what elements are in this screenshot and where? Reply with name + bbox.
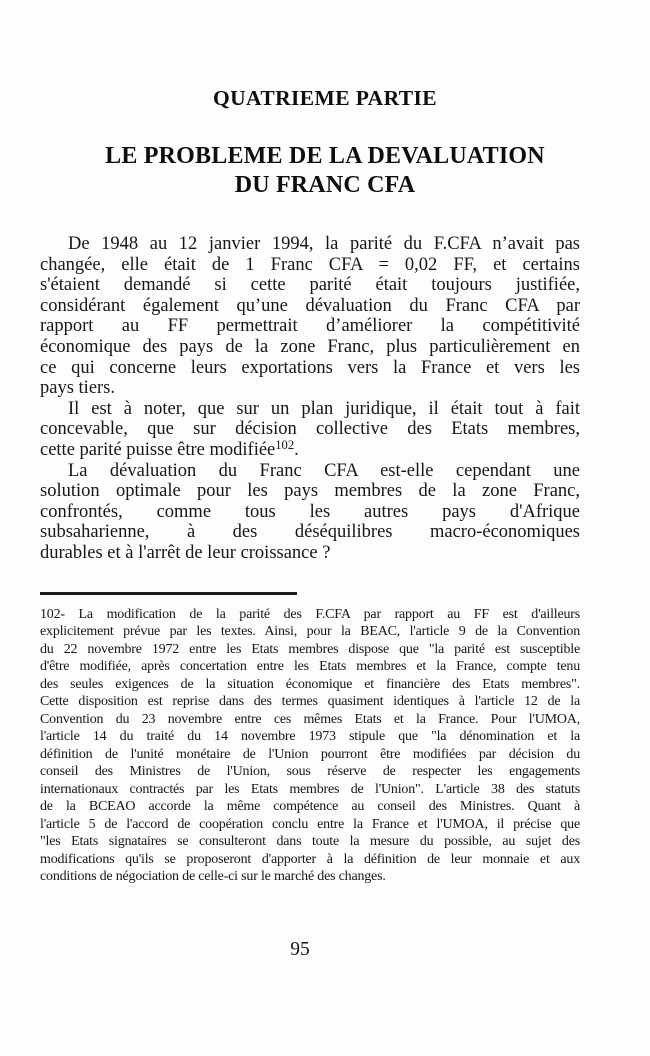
footnote (40, 606, 580, 886)
text-line: conseil des Ministres de l'Union, sous réserve de respecter les engagements (40, 764, 580, 779)
text-line: conditions de négociation de celle-ci sur le marché des changes. (40, 869, 386, 884)
text-line: 102- La modification de la parité des F.CFA par rapport au FF est d'ailleurs (40, 606, 580, 622)
page-number: 95 (290, 939, 310, 960)
text-line: l'article 5 de l'accord de coopération conclu entre la France et l'UMOA, il précise que (40, 816, 580, 832)
body-text (40, 234, 580, 886)
text-line: changée, elle était de 1 Franc CFA = 0,02 FF, et certains (40, 254, 580, 275)
text-line: confrontés, comme tous les autres pays d'Afrique (40, 501, 580, 522)
paragraph-1 (40, 234, 580, 399)
text-line: modifications qu'ils se proposeront d'apporter à la définition de leur monnaie et aux (40, 851, 580, 867)
text-line: De 1948 au 12 janvier 1994, la parité du F.CFA n’avait pas (68, 234, 580, 254)
text-line: solution optimale pour les pays membres de la zone Franc, (40, 481, 580, 502)
part-heading: QUATRIEME PARTIE (212, 86, 438, 110)
text-line: ce qui concerne leurs exportations vers la France et vers les (40, 357, 580, 378)
chapter-title-line-2: DU FRANC CFA (234, 172, 416, 198)
text-line: considérant également qu’une dévaluation du Franc CFA par (40, 295, 580, 316)
footnote-separator (40, 592, 297, 595)
text-line: durables et à l'arrêt de leur croissance ? (40, 542, 331, 563)
text-line: des seules exigences de la situation économique et financière des Etats membres". (40, 676, 580, 692)
text-line: La dévaluation du Franc CFA est-elle cependant une (68, 460, 580, 481)
text-line: internationaux contractés par les Etats membres de l'Union". L'article 38 des statuts (40, 781, 580, 797)
chapter-title (0, 142, 650, 200)
paragraph-3 (40, 461, 580, 564)
paragraph-2 (40, 399, 580, 461)
text-line: pays tiers. (40, 378, 116, 399)
text-line: Il est à noter, que sur un plan juridique, il était tout à fait (68, 398, 580, 419)
text-line: concevable, que sur décision collective des Etats membres, (40, 419, 580, 440)
text-line: de la BCEAO accorde la même compétence au conseil des Ministres. Quant à (40, 799, 580, 814)
text-line: rapport au FF permettrait d’améliorer la compétitivité (40, 316, 580, 337)
text-line: Cette disposition est reprise dans des termes quasiment identiques à l'article 12 de la (40, 694, 580, 709)
chapter-title-line-1: LE PROBLEME DE LA DEVALUATION (105, 143, 545, 169)
footnote-reference: 102 (275, 439, 295, 453)
text-line: subsaharienne, à des déséquilibres macro-économiques (40, 522, 580, 543)
text-line: "les Etats signataires se consulteront dans toute la mesure du possible, au sujet des (40, 834, 580, 849)
text-line: Convention du 23 novembre entre ces mêmes Etats et la France. Pour l'UMOA, (40, 711, 580, 727)
text-line: du 22 novembre 1972 entre les Etats membres dispose que "la parité est susceptible (40, 641, 580, 657)
text-line: s'étaient demandé si cette parité était toujours justifiée, (40, 275, 580, 296)
text-line: d'être modifiée, après concertation entre les Etats membres et la France, compte tenu (40, 659, 580, 674)
text-line: définition de l'unité monétaire de l'Union pourront être modifiées par décision du (40, 746, 580, 762)
text-line: cette parité puisse être modifiée$^{102}$. (40, 439, 299, 460)
text-line: explicitement prévue par les textes. Ainsi, pour la BEAC, l'article 9 de la Convention (40, 624, 580, 639)
text-line: économique des pays de la zone Franc, plus particulièrement en (40, 336, 580, 357)
text-line: l'article 14 du traité du 14 novembre 1973 stipule que "la dénomination et la (40, 729, 580, 744)
